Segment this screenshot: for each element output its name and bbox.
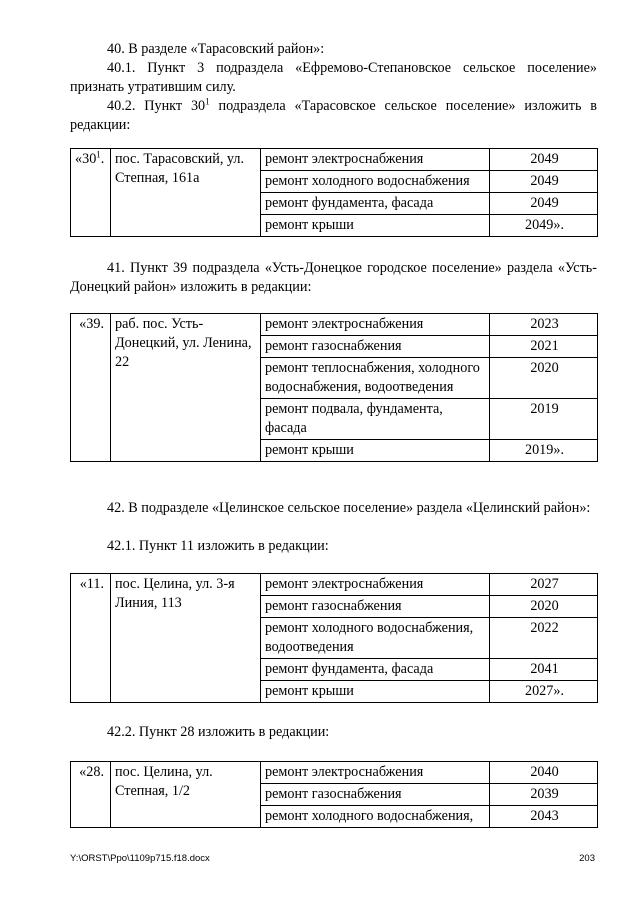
year-cell: 2049». xyxy=(490,215,598,237)
paragraph-40-1: 40.1. Пункт 3 подраздела «Ефремово-Степановское сельское поселение» признать утратившим силу. xyxy=(70,60,597,95)
year-cell: 2039 xyxy=(490,784,598,806)
year-cell: 2049 xyxy=(490,193,598,215)
year-cell: 2049 xyxy=(490,171,598,193)
work-type-cell: ремонт газоснабжения xyxy=(261,784,490,806)
item-number: «11. xyxy=(71,574,111,703)
work-type-cell: ремонт электроснабжения xyxy=(261,574,490,596)
year-cell: 2019». xyxy=(490,440,598,462)
year-cell: 2023 xyxy=(490,314,598,336)
item-address: раб. пос. Усть-Донецкий, ул. Ленина, 22 xyxy=(111,314,261,462)
year-cell: 2040 xyxy=(490,762,598,784)
item-number: «39. xyxy=(71,314,111,462)
item-number: «28. xyxy=(71,762,111,828)
item-address: пос. Тарасовский, ул. Степная, 161а xyxy=(111,149,261,237)
work-type-cell: ремонт подвала, фундамента, фасада xyxy=(261,399,490,440)
item-number: «$30^1$. xyxy=(71,149,111,237)
year-cell: 2020 xyxy=(490,596,598,618)
year-cell: 2041 xyxy=(490,659,598,681)
work-type-cell: ремонт электроснабжения xyxy=(261,314,490,336)
work-type-cell: ремонт электроснабжения xyxy=(261,149,490,171)
work-type-cell: ремонт крыши xyxy=(261,215,490,237)
item-address: пос. Целина, ул. Степная, 1/2 xyxy=(111,762,261,828)
paragraph-41: 41. Пункт 39 подраздела «Усть-Донецкое городское поселение» раздела «Усть-Донецкий район» изложить в редакции: xyxy=(70,260,597,295)
footer-file-path: Y:\ORST\Ppo\1109p715.f18.docx xyxy=(70,853,210,864)
record-table-39 xyxy=(70,313,598,462)
paragraph-42-1: 42.1. Пункт 11 изложить в редакции: xyxy=(107,538,329,554)
year-cell: 2021 xyxy=(490,336,598,358)
record-table-28 xyxy=(70,761,598,828)
year-cell: 2020 xyxy=(490,358,598,399)
paragraph-42-2: 42.2. Пункт 28 изложить в редакции: xyxy=(107,724,330,740)
page-number: 203 xyxy=(579,853,595,864)
work-type-cell: ремонт крыши xyxy=(261,440,490,462)
work-type-cell: ремонт газоснабжения xyxy=(261,336,490,358)
work-type-cell: ремонт газоснабжения xyxy=(261,596,490,618)
work-type-cell: ремонт холодного водоснабжения, водоотведения xyxy=(261,618,490,659)
work-type-cell: ремонт электроснабжения xyxy=(261,762,490,784)
work-type-cell: ремонт холодного водоснабжения xyxy=(261,171,490,193)
paragraph-42: 42. В подразделе «Целинское сельское поселение» раздела «Целинский район»: xyxy=(107,500,591,516)
item-address: пос. Целина, ул. 3-я Линия, 113 xyxy=(111,574,261,703)
work-type-cell: ремонт теплоснабжения, холодного водоснабжения, водоотведения xyxy=(261,358,490,399)
work-type-cell: ремонт фундамента, фасада xyxy=(261,193,490,215)
record-table-11 xyxy=(70,573,598,703)
year-cell: 2027 xyxy=(490,574,598,596)
work-type-cell: ремонт холодного водоснабжения, xyxy=(261,806,490,828)
year-cell: 2027». xyxy=(490,681,598,703)
year-cell: 2022 xyxy=(490,618,598,659)
record-table-30-1 xyxy=(70,148,598,237)
paragraph-40-2: 40.2. Пункт $30^1$ подраздела «Тарасовское сельское поселение» изложить в редакции: xyxy=(70,96,597,133)
year-cell: 2019 xyxy=(490,399,598,440)
work-type-cell: ремонт крыши xyxy=(261,681,490,703)
paragraph-40: 40. В разделе «Тарасовский район»: xyxy=(107,41,325,57)
work-type-cell: ремонт фундамента, фасада xyxy=(261,659,490,681)
year-cell: 2043 xyxy=(490,806,598,828)
year-cell: 2049 xyxy=(490,149,598,171)
